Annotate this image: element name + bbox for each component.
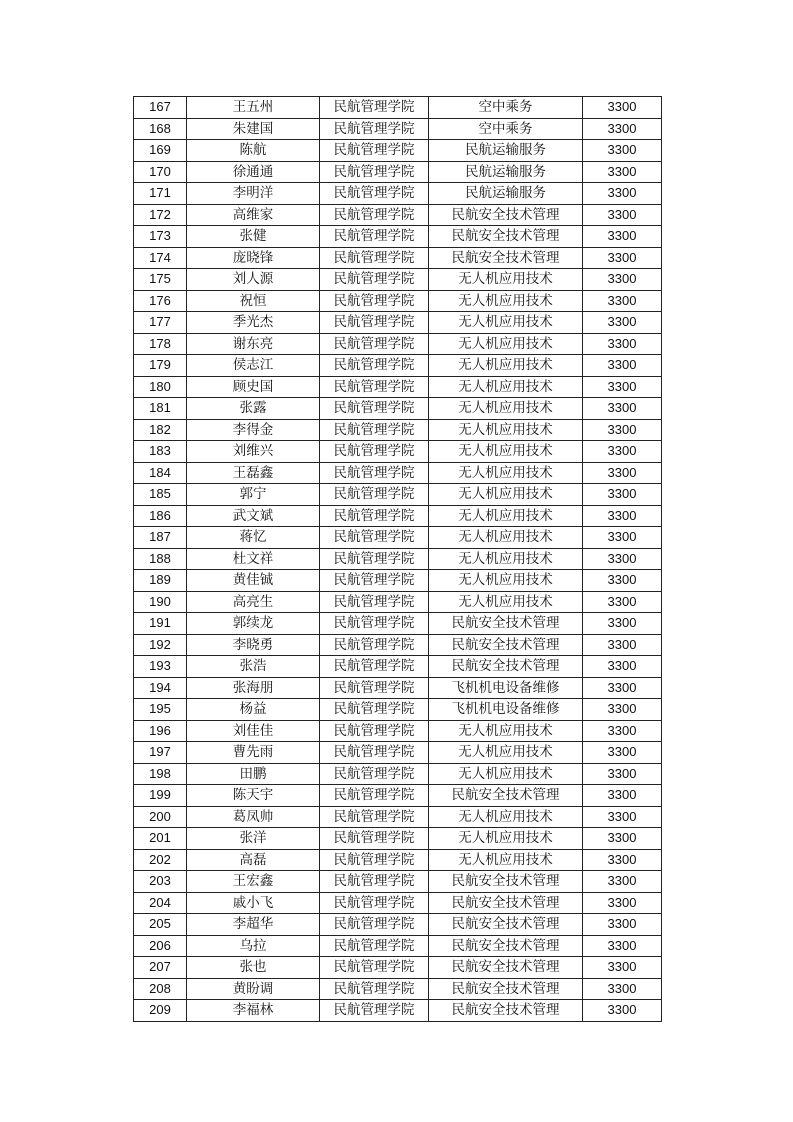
table-row <box>134 806 662 828</box>
major-cell: 民航运输服务 <box>429 161 583 183</box>
amount-cell: 3300 <box>583 613 662 635</box>
college-cell: 民航管理学院 <box>320 677 429 699</box>
student-name-cell: 李晓勇 <box>187 634 320 656</box>
college-cell: 民航管理学院 <box>320 505 429 527</box>
major-cell: 无人机应用技术 <box>429 849 583 871</box>
major-cell: 无人机应用技术 <box>429 570 583 592</box>
table-row <box>134 935 662 957</box>
table-row <box>134 677 662 699</box>
major-cell: 民航安全技术管理 <box>429 978 583 1000</box>
student-name-cell: 李明洋 <box>187 183 320 205</box>
student-name-cell: 田鹏 <box>187 763 320 785</box>
amount-cell: 3300 <box>583 591 662 613</box>
row-number-cell: 188 <box>134 548 187 570</box>
table-row <box>134 914 662 936</box>
row-number-cell: 179 <box>134 355 187 377</box>
row-number-cell: 202 <box>134 849 187 871</box>
college-cell: 民航管理学院 <box>320 312 429 334</box>
major-cell: 民航安全技术管理 <box>429 892 583 914</box>
major-cell: 民航安全技术管理 <box>429 247 583 269</box>
row-number-cell: 180 <box>134 376 187 398</box>
student-name-cell: 武文斌 <box>187 505 320 527</box>
table-row <box>134 161 662 183</box>
row-number-cell: 173 <box>134 226 187 248</box>
amount-cell: 3300 <box>583 1000 662 1022</box>
major-cell: 无人机应用技术 <box>429 269 583 291</box>
row-number-cell: 191 <box>134 613 187 635</box>
student-name-cell: 张洋 <box>187 828 320 850</box>
major-cell: 民航安全技术管理 <box>429 634 583 656</box>
row-number-cell: 171 <box>134 183 187 205</box>
amount-cell: 3300 <box>583 699 662 721</box>
table-row <box>134 763 662 785</box>
major-cell: 民航运输服务 <box>429 140 583 162</box>
college-cell: 民航管理学院 <box>320 527 429 549</box>
major-cell: 无人机应用技术 <box>429 441 583 463</box>
college-cell: 民航管理学院 <box>320 656 429 678</box>
row-number-cell: 203 <box>134 871 187 893</box>
row-number-cell: 196 <box>134 720 187 742</box>
table-row <box>134 312 662 334</box>
row-number-cell: 204 <box>134 892 187 914</box>
major-cell: 无人机应用技术 <box>429 828 583 850</box>
table-row <box>134 978 662 1000</box>
college-cell: 民航管理学院 <box>320 914 429 936</box>
row-number-cell: 187 <box>134 527 187 549</box>
major-cell: 无人机应用技术 <box>429 312 583 334</box>
amount-cell: 3300 <box>583 204 662 226</box>
college-cell: 民航管理学院 <box>320 720 429 742</box>
college-cell: 民航管理学院 <box>320 355 429 377</box>
amount-cell: 3300 <box>583 978 662 1000</box>
college-cell: 民航管理学院 <box>320 484 429 506</box>
major-cell: 空中乘务 <box>429 118 583 140</box>
row-number-cell: 208 <box>134 978 187 1000</box>
table-row <box>134 699 662 721</box>
college-cell: 民航管理学院 <box>320 398 429 420</box>
amount-cell: 3300 <box>583 763 662 785</box>
row-number-cell: 198 <box>134 763 187 785</box>
major-cell: 无人机应用技术 <box>429 527 583 549</box>
student-name-cell: 张健 <box>187 226 320 248</box>
college-cell: 民航管理学院 <box>320 871 429 893</box>
amount-cell: 3300 <box>583 914 662 936</box>
student-name-cell: 张露 <box>187 398 320 420</box>
college-cell: 民航管理学院 <box>320 419 429 441</box>
amount-cell: 3300 <box>583 333 662 355</box>
major-cell: 无人机应用技术 <box>429 742 583 764</box>
major-cell: 民航安全技术管理 <box>429 871 583 893</box>
table-row <box>134 785 662 807</box>
row-number-cell: 201 <box>134 828 187 850</box>
table-row <box>134 140 662 162</box>
amount-cell: 3300 <box>583 677 662 699</box>
amount-cell: 3300 <box>583 290 662 312</box>
student-name-cell: 张浩 <box>187 656 320 678</box>
table-row <box>134 118 662 140</box>
college-cell: 民航管理学院 <box>320 763 429 785</box>
college-cell: 民航管理学院 <box>320 785 429 807</box>
row-number-cell: 193 <box>134 656 187 678</box>
table-row <box>134 376 662 398</box>
amount-cell: 3300 <box>583 505 662 527</box>
row-number-cell: 205 <box>134 914 187 936</box>
major-cell: 民航安全技术管理 <box>429 226 583 248</box>
table-row <box>134 849 662 871</box>
student-name-cell: 王五州 <box>187 97 320 119</box>
major-cell: 无人机应用技术 <box>429 548 583 570</box>
student-name-cell: 郭续龙 <box>187 613 320 635</box>
major-cell: 空中乘务 <box>429 97 583 119</box>
table-row <box>134 957 662 979</box>
row-number-cell: 192 <box>134 634 187 656</box>
amount-cell: 3300 <box>583 957 662 979</box>
major-cell: 无人机应用技术 <box>429 720 583 742</box>
major-cell: 无人机应用技术 <box>429 462 583 484</box>
student-name-cell: 高磊 <box>187 849 320 871</box>
amount-cell: 3300 <box>583 355 662 377</box>
table-row <box>134 183 662 205</box>
amount-cell: 3300 <box>583 828 662 850</box>
student-name-cell: 顾史国 <box>187 376 320 398</box>
student-name-cell: 高亮生 <box>187 591 320 613</box>
table-row <box>134 591 662 613</box>
student-name-cell: 刘维兴 <box>187 441 320 463</box>
student-name-cell: 杨益 <box>187 699 320 721</box>
amount-cell: 3300 <box>583 720 662 742</box>
amount-cell: 3300 <box>583 634 662 656</box>
student-name-cell: 杜文祥 <box>187 548 320 570</box>
row-number-cell: 177 <box>134 312 187 334</box>
row-number-cell: 190 <box>134 591 187 613</box>
row-number-cell: 170 <box>134 161 187 183</box>
major-cell: 飞机机电设备维修 <box>429 699 583 721</box>
student-name-cell: 庞晓锋 <box>187 247 320 269</box>
row-number-cell: 197 <box>134 742 187 764</box>
table-row <box>134 720 662 742</box>
amount-cell: 3300 <box>583 656 662 678</box>
table-row <box>134 548 662 570</box>
table-row <box>134 269 662 291</box>
row-number-cell: 194 <box>134 677 187 699</box>
amount-cell: 3300 <box>583 806 662 828</box>
college-cell: 民航管理学院 <box>320 183 429 205</box>
document-page <box>133 96 661 1022</box>
table-row <box>134 333 662 355</box>
table-row <box>134 290 662 312</box>
college-cell: 民航管理学院 <box>320 957 429 979</box>
table-row <box>134 398 662 420</box>
table-row <box>134 570 662 592</box>
table-row <box>134 613 662 635</box>
college-cell: 民航管理学院 <box>320 247 429 269</box>
row-number-cell: 175 <box>134 269 187 291</box>
student-name-cell: 季光杰 <box>187 312 320 334</box>
row-number-cell: 182 <box>134 419 187 441</box>
row-number-cell: 178 <box>134 333 187 355</box>
student-name-cell: 李超华 <box>187 914 320 936</box>
major-cell: 民航运输服务 <box>429 183 583 205</box>
row-number-cell: 172 <box>134 204 187 226</box>
row-number-cell: 185 <box>134 484 187 506</box>
college-cell: 民航管理学院 <box>320 1000 429 1022</box>
major-cell: 民航安全技术管理 <box>429 204 583 226</box>
student-name-cell: 陈天宇 <box>187 785 320 807</box>
major-cell: 民航安全技术管理 <box>429 957 583 979</box>
college-cell: 民航管理学院 <box>320 935 429 957</box>
row-number-cell: 209 <box>134 1000 187 1022</box>
amount-cell: 3300 <box>583 785 662 807</box>
college-cell: 民航管理学院 <box>320 140 429 162</box>
table-row <box>134 1000 662 1022</box>
college-cell: 民航管理学院 <box>320 699 429 721</box>
college-cell: 民航管理学院 <box>320 376 429 398</box>
amount-cell: 3300 <box>583 441 662 463</box>
table-row <box>134 742 662 764</box>
student-name-cell: 高维家 <box>187 204 320 226</box>
college-cell: 民航管理学院 <box>320 742 429 764</box>
amount-cell: 3300 <box>583 892 662 914</box>
amount-cell: 3300 <box>583 462 662 484</box>
college-cell: 民航管理学院 <box>320 204 429 226</box>
student-name-cell: 乌拉 <box>187 935 320 957</box>
amount-cell: 3300 <box>583 548 662 570</box>
college-cell: 民航管理学院 <box>320 570 429 592</box>
student-name-cell: 陈航 <box>187 140 320 162</box>
student-name-cell: 刘佳佳 <box>187 720 320 742</box>
table-row <box>134 505 662 527</box>
table-row <box>134 97 662 119</box>
major-cell: 无人机应用技术 <box>429 484 583 506</box>
table-row <box>134 656 662 678</box>
college-cell: 民航管理学院 <box>320 97 429 119</box>
major-cell: 无人机应用技术 <box>429 591 583 613</box>
major-cell: 无人机应用技术 <box>429 290 583 312</box>
amount-cell: 3300 <box>583 742 662 764</box>
amount-cell: 3300 <box>583 247 662 269</box>
table-row <box>134 419 662 441</box>
college-cell: 民航管理学院 <box>320 548 429 570</box>
major-cell: 民航安全技术管理 <box>429 785 583 807</box>
student-name-cell: 张海朋 <box>187 677 320 699</box>
amount-cell: 3300 <box>583 118 662 140</box>
amount-cell: 3300 <box>583 161 662 183</box>
table-row <box>134 871 662 893</box>
amount-cell: 3300 <box>583 376 662 398</box>
amount-cell: 3300 <box>583 97 662 119</box>
student-name-cell: 谢东亮 <box>187 333 320 355</box>
row-number-cell: 200 <box>134 806 187 828</box>
row-number-cell: 167 <box>134 97 187 119</box>
amount-cell: 3300 <box>583 269 662 291</box>
row-number-cell: 189 <box>134 570 187 592</box>
major-cell: 民航安全技术管理 <box>429 613 583 635</box>
student-name-cell: 王磊鑫 <box>187 462 320 484</box>
college-cell: 民航管理学院 <box>320 634 429 656</box>
row-number-cell: 206 <box>134 935 187 957</box>
college-cell: 民航管理学院 <box>320 892 429 914</box>
student-name-cell: 张也 <box>187 957 320 979</box>
major-cell: 无人机应用技术 <box>429 398 583 420</box>
table-row <box>134 355 662 377</box>
major-cell: 民航安全技术管理 <box>429 914 583 936</box>
college-cell: 民航管理学院 <box>320 269 429 291</box>
college-cell: 民航管理学院 <box>320 806 429 828</box>
college-cell: 民航管理学院 <box>320 462 429 484</box>
table-row <box>134 247 662 269</box>
amount-cell: 3300 <box>583 484 662 506</box>
row-number-cell: 181 <box>134 398 187 420</box>
major-cell: 无人机应用技术 <box>429 763 583 785</box>
major-cell: 无人机应用技术 <box>429 376 583 398</box>
row-number-cell: 183 <box>134 441 187 463</box>
row-number-cell: 169 <box>134 140 187 162</box>
row-number-cell: 168 <box>134 118 187 140</box>
amount-cell: 3300 <box>583 183 662 205</box>
table-row <box>134 527 662 549</box>
student-name-cell: 祝恒 <box>187 290 320 312</box>
college-cell: 民航管理学院 <box>320 441 429 463</box>
college-cell: 民航管理学院 <box>320 849 429 871</box>
amount-cell: 3300 <box>583 226 662 248</box>
major-cell: 无人机应用技术 <box>429 419 583 441</box>
amount-cell: 3300 <box>583 935 662 957</box>
college-cell: 民航管理学院 <box>320 591 429 613</box>
major-cell: 无人机应用技术 <box>429 355 583 377</box>
college-cell: 民航管理学院 <box>320 226 429 248</box>
amount-cell: 3300 <box>583 527 662 549</box>
amount-cell: 3300 <box>583 419 662 441</box>
college-cell: 民航管理学院 <box>320 161 429 183</box>
major-cell: 无人机应用技术 <box>429 806 583 828</box>
college-cell: 民航管理学院 <box>320 290 429 312</box>
table-row <box>134 226 662 248</box>
student-table <box>133 96 662 1022</box>
student-table-body <box>134 97 662 1022</box>
amount-cell: 3300 <box>583 312 662 334</box>
student-name-cell: 刘人源 <box>187 269 320 291</box>
student-name-cell: 侯志江 <box>187 355 320 377</box>
major-cell: 无人机应用技术 <box>429 333 583 355</box>
student-name-cell: 徐通通 <box>187 161 320 183</box>
amount-cell: 3300 <box>583 570 662 592</box>
student-name-cell: 蒋忆 <box>187 527 320 549</box>
major-cell: 民航安全技术管理 <box>429 1000 583 1022</box>
student-name-cell: 曹先雨 <box>187 742 320 764</box>
major-cell: 无人机应用技术 <box>429 505 583 527</box>
college-cell: 民航管理学院 <box>320 613 429 635</box>
table-row <box>134 484 662 506</box>
college-cell: 民航管理学院 <box>320 978 429 1000</box>
student-name-cell: 黄盼调 <box>187 978 320 1000</box>
amount-cell: 3300 <box>583 849 662 871</box>
row-number-cell: 186 <box>134 505 187 527</box>
student-name-cell: 郭宁 <box>187 484 320 506</box>
amount-cell: 3300 <box>583 871 662 893</box>
table-row <box>134 204 662 226</box>
table-row <box>134 828 662 850</box>
row-number-cell: 199 <box>134 785 187 807</box>
college-cell: 民航管理学院 <box>320 828 429 850</box>
table-row <box>134 634 662 656</box>
student-name-cell: 戚小飞 <box>187 892 320 914</box>
row-number-cell: 176 <box>134 290 187 312</box>
student-name-cell: 葛凤帅 <box>187 806 320 828</box>
row-number-cell: 207 <box>134 957 187 979</box>
amount-cell: 3300 <box>583 140 662 162</box>
table-row <box>134 462 662 484</box>
table-row <box>134 441 662 463</box>
student-name-cell: 李得金 <box>187 419 320 441</box>
student-name-cell: 黄佳铖 <box>187 570 320 592</box>
student-name-cell: 朱建国 <box>187 118 320 140</box>
major-cell: 民航安全技术管理 <box>429 935 583 957</box>
student-name-cell: 李福林 <box>187 1000 320 1022</box>
amount-cell: 3300 <box>583 398 662 420</box>
college-cell: 民航管理学院 <box>320 118 429 140</box>
row-number-cell: 195 <box>134 699 187 721</box>
major-cell: 民航安全技术管理 <box>429 656 583 678</box>
row-number-cell: 184 <box>134 462 187 484</box>
table-row <box>134 892 662 914</box>
college-cell: 民航管理学院 <box>320 333 429 355</box>
major-cell: 飞机机电设备维修 <box>429 677 583 699</box>
row-number-cell: 174 <box>134 247 187 269</box>
student-name-cell: 王宏鑫 <box>187 871 320 893</box>
